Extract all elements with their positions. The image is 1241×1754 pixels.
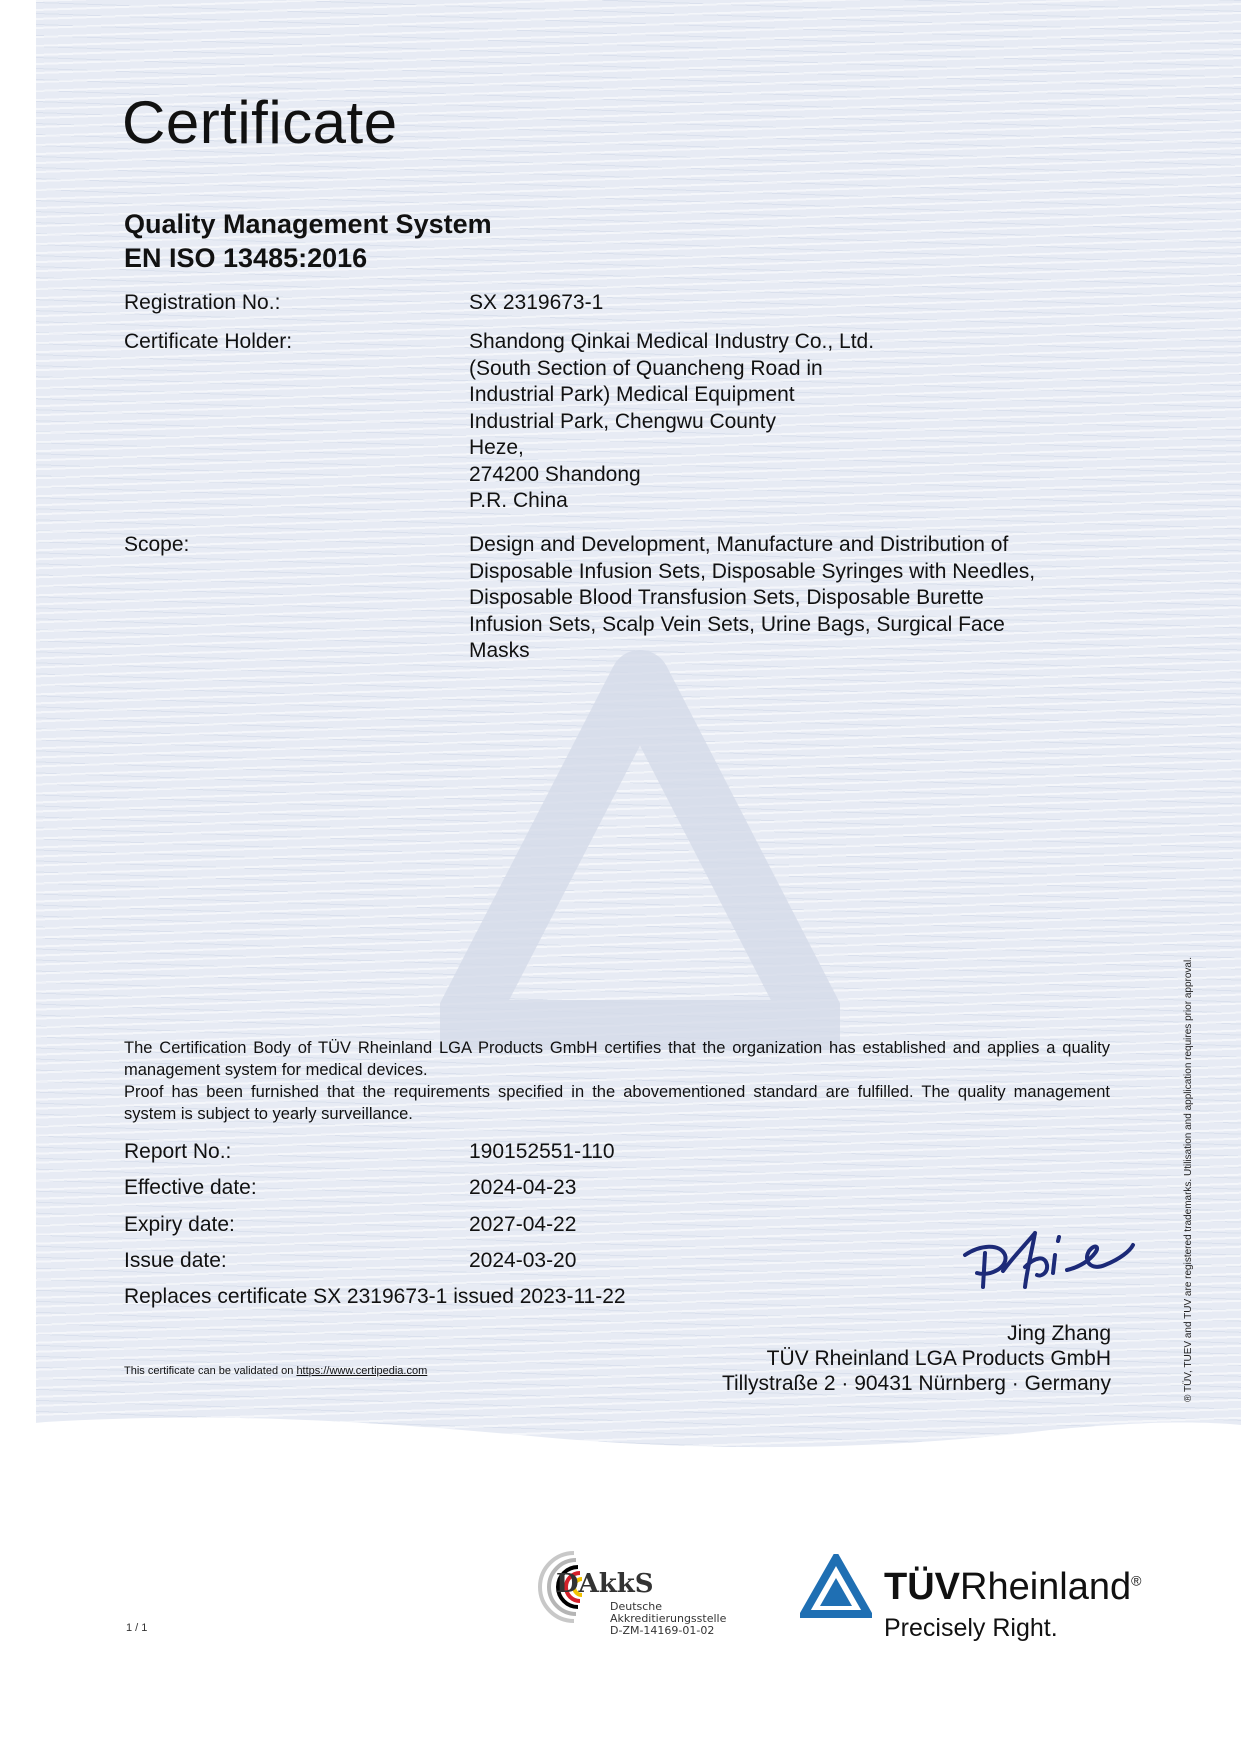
wave-divider <box>0 1400 1241 1520</box>
expiry-label: Expiry date: <box>124 1213 235 1236</box>
registered-mark: ® <box>1131 1572 1142 1589</box>
report-value: 190152551-110 <box>469 1140 615 1163</box>
signatory-block <box>722 1321 1111 1396</box>
tuv-rheinland-logo <box>800 1550 1180 1650</box>
registration-label: Registration No.: <box>124 291 281 314</box>
tuv-brand-rest: Rheinland <box>960 1566 1132 1608</box>
registration-value: SX 2319673-1 <box>469 291 604 314</box>
statement-paragraph-2: Proof has been furnished that the requirements specified in the abovementioned standard are fulfilled. The quality management system is subject to yearly surveillance. <box>124 1083 1110 1123</box>
holder-line: Shandong Qinkai Medical Industry Co., Ltd. <box>469 330 875 353</box>
holder-line: Heze, <box>469 436 524 459</box>
validation-prefix: This certificate can be validated on <box>124 1365 294 1377</box>
dakks-logo <box>534 1545 734 1640</box>
scope-line: Infusion Sets, Scalp Vein Sets, Urine Bags, Surgical Face <box>469 612 1005 636</box>
dakks-line: Deutsche <box>610 1600 663 1613</box>
certification-statement <box>124 1037 1110 1125</box>
holder-line: 274200 Shandong <box>469 462 641 486</box>
tuv-tagline: Precisely Right. <box>884 1614 1058 1642</box>
scope-label: Scope: <box>124 533 190 556</box>
issue-label: Issue date: <box>124 1249 227 1272</box>
statement-paragraph-1: The Certification Body of TÜV Rheinland LGA Products GmbH certifies that the organization has established and applies a quality management system for medical devices. <box>124 1039 1110 1079</box>
dakks-line: Akkreditierungsstelle <box>610 1612 727 1625</box>
dakks-line: D-ZM-14169-01-02 <box>610 1624 715 1637</box>
issue-value: 2024-03-20 <box>469 1249 577 1272</box>
holder-label: Certificate Holder: <box>124 330 293 353</box>
scope-line: Masks <box>469 639 530 662</box>
standard-name: Quality Management System <box>124 209 492 239</box>
holder-line: (South Section of Quancheng Road in <box>469 356 823 380</box>
tuv-brand-bold: TÜV <box>884 1566 960 1608</box>
dakks-name: DAkkS <box>556 1569 654 1599</box>
report-label: Report No.: <box>124 1140 232 1163</box>
dakks-caption <box>610 1601 726 1637</box>
signatory-name: Jing Zhang <box>1007 1322 1111 1345</box>
trademark-note: ® TÜV, TUEV and TUV are registered trademarks. Utilisation and application requires prior approval. <box>1183 957 1194 1402</box>
validation-note <box>124 1365 427 1377</box>
scope-line: Disposable Blood Transfusion Sets, Disposable Burette <box>469 586 984 609</box>
effective-value: 2024-04-23 <box>469 1176 577 1199</box>
scope-line: Disposable Infusion Sets, Disposable Syringes with Needles, <box>469 559 1036 583</box>
certipedia-link[interactable]: https://www.certipedia.com <box>296 1365 428 1377</box>
scope-text <box>469 532 1109 665</box>
holder-line: Industrial Park) Medical Equipment <box>469 383 795 406</box>
standard-number: EN ISO 13485:2016 <box>124 243 368 273</box>
holder-line: Industrial Park, Chengwu County <box>469 409 776 433</box>
replaces-note: Replaces certificate SX 2319673-1 issued 2023-11-22 <box>124 1285 626 1308</box>
holder-address <box>469 329 1109 515</box>
holder-line: P.R. China <box>469 489 568 512</box>
expiry-value: 2027-04-22 <box>469 1213 577 1236</box>
tuv-wordmark <box>884 1566 1141 1609</box>
page-number: 1 / 1 <box>126 1622 148 1634</box>
signatory-company: TÜV Rheinland LGA Products GmbH <box>766 1347 1111 1370</box>
certificate-title: Certificate <box>122 89 398 156</box>
signature <box>955 1215 1140 1305</box>
effective-label: Effective date: <box>124 1176 257 1199</box>
tuv-triangle-watermark <box>440 650 840 1050</box>
scope-line: Design and Development, Manufacture and Distribution of <box>469 533 1009 556</box>
tuv-triangle-icon <box>800 1554 872 1618</box>
signatory-address: Tillystraße 2 · 90431 Nürnberg · Germany <box>721 1372 1111 1395</box>
